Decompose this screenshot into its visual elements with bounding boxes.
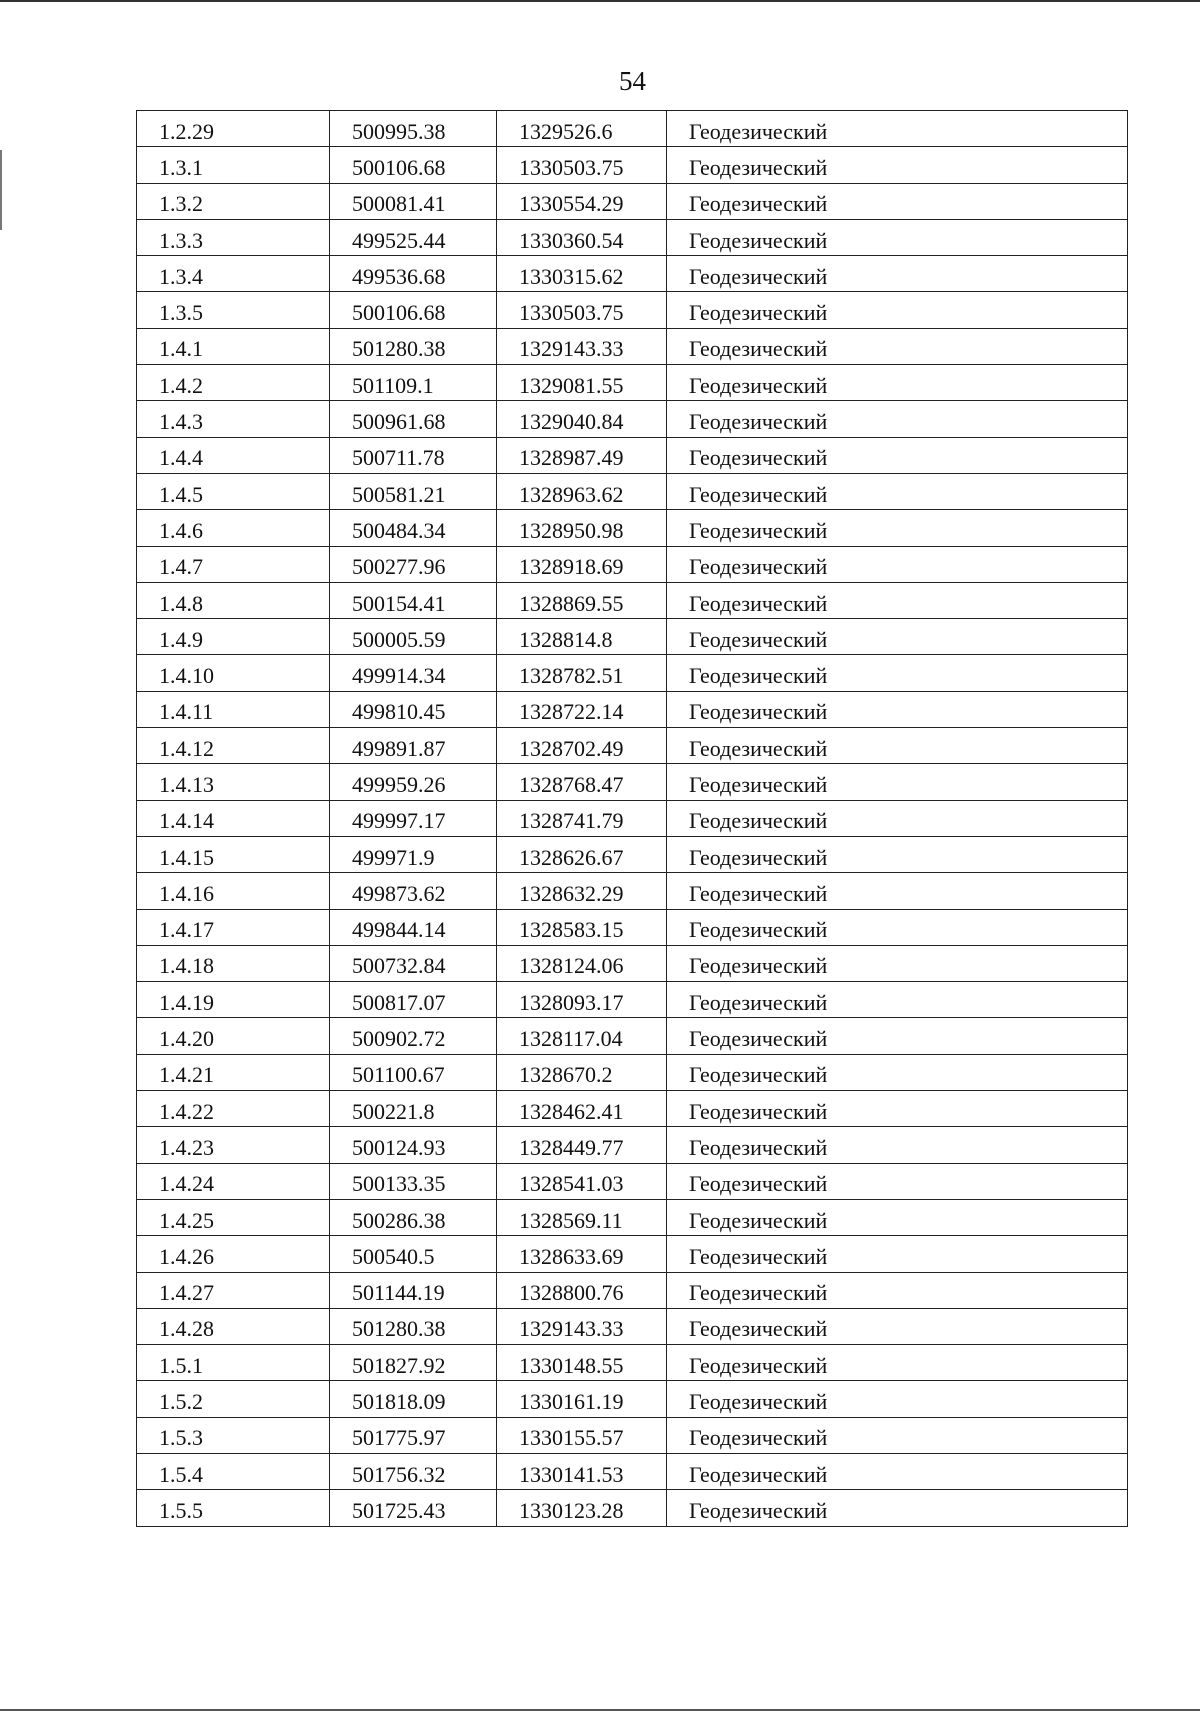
cell-coordinate-y: 1330503.75 <box>497 147 667 183</box>
table-row <box>137 328 1128 364</box>
cell-point-number: 1.3.5 <box>137 292 330 328</box>
table-row <box>137 945 1128 981</box>
cell-point-number: 1.4.26 <box>137 1236 330 1272</box>
cell-point-number: 1.5.3 <box>137 1417 330 1453</box>
table-row <box>137 582 1128 618</box>
cell-method: Геодезический <box>667 1236 1128 1272</box>
cell-method: Геодезический <box>667 1381 1128 1417</box>
cell-method: Геодезический <box>667 764 1128 800</box>
cell-coordinate-y: 1328987.49 <box>497 437 667 473</box>
cell-point-number: 1.4.25 <box>137 1199 330 1235</box>
table-row <box>137 256 1128 292</box>
cell-method: Геодезический <box>667 510 1128 546</box>
cell-coordinate-y: 1328569.11 <box>497 1199 667 1235</box>
cell-point-number: 1.5.2 <box>137 1381 330 1417</box>
table-row <box>137 1453 1128 1489</box>
cell-method: Геодезический <box>667 1091 1128 1127</box>
table-row <box>137 1381 1128 1417</box>
table-row <box>137 546 1128 582</box>
cell-point-number: 1.4.11 <box>137 691 330 727</box>
table-row <box>137 1345 1128 1381</box>
cell-coordinate-y: 1328462.41 <box>497 1091 667 1127</box>
cell-coordinate-y: 1328782.51 <box>497 655 667 691</box>
cell-coordinate-x: 500005.59 <box>330 619 497 655</box>
cell-coordinate-y: 1328093.17 <box>497 982 667 1018</box>
cell-method: Геодезический <box>667 836 1128 872</box>
cell-coordinate-x: 499525.44 <box>330 219 497 255</box>
cell-method: Геодезический <box>667 1453 1128 1489</box>
table-row <box>137 655 1128 691</box>
cell-coordinate-x: 500133.35 <box>330 1163 497 1199</box>
cell-coordinate-y: 1328633.69 <box>497 1236 667 1272</box>
table-row <box>137 147 1128 183</box>
cell-coordinate-y: 1328814.8 <box>497 619 667 655</box>
cell-point-number: 1.4.4 <box>137 437 330 473</box>
cell-coordinate-y: 1328702.49 <box>497 728 667 764</box>
cell-point-number: 1.4.13 <box>137 764 330 800</box>
cell-coordinate-x: 501144.19 <box>330 1272 497 1308</box>
cell-coordinate-y: 1329040.84 <box>497 401 667 437</box>
cell-coordinate-y: 1330141.53 <box>497 1453 667 1489</box>
cell-coordinate-y: 1328722.14 <box>497 691 667 727</box>
cell-coordinate-y: 1328741.79 <box>497 800 667 836</box>
cell-point-number: 1.5.4 <box>137 1453 330 1489</box>
cell-point-number: 1.3.1 <box>137 147 330 183</box>
table-row <box>137 836 1128 872</box>
cell-point-number: 1.4.23 <box>137 1127 330 1163</box>
cell-coordinate-x: 499536.68 <box>330 256 497 292</box>
cell-coordinate-x: 499844.14 <box>330 909 497 945</box>
cell-coordinate-y: 1328918.69 <box>497 546 667 582</box>
cell-coordinate-x: 501818.09 <box>330 1381 497 1417</box>
cell-coordinate-x: 501280.38 <box>330 328 497 364</box>
cell-coordinate-y: 1328768.47 <box>497 764 667 800</box>
table-row <box>137 111 1128 147</box>
table-row <box>137 1490 1128 1526</box>
table-row <box>137 800 1128 836</box>
cell-coordinate-x: 499873.62 <box>330 873 497 909</box>
cell-coordinate-x: 500106.68 <box>330 292 497 328</box>
cell-coordinate-x: 500540.5 <box>330 1236 497 1272</box>
cell-method: Геодезический <box>667 437 1128 473</box>
cell-coordinate-x: 499810.45 <box>330 691 497 727</box>
table-row <box>137 365 1128 401</box>
cell-coordinate-y: 1330554.29 <box>497 183 667 219</box>
cell-point-number: 1.4.20 <box>137 1018 330 1054</box>
cell-coordinate-y: 1330148.55 <box>497 1345 667 1381</box>
table-row <box>137 982 1128 1018</box>
cell-method: Геодезический <box>667 1018 1128 1054</box>
cell-method: Геодезический <box>667 619 1128 655</box>
table-row <box>137 1127 1128 1163</box>
cell-coordinate-x: 500961.68 <box>330 401 497 437</box>
cell-coordinate-y: 1328449.77 <box>497 1127 667 1163</box>
cell-method: Геодезический <box>667 728 1128 764</box>
cell-coordinate-x: 500817.07 <box>330 982 497 1018</box>
cell-method: Геодезический <box>667 1345 1128 1381</box>
cell-method: Геодезический <box>667 945 1128 981</box>
table-row <box>137 1236 1128 1272</box>
cell-method: Геодезический <box>667 691 1128 727</box>
cell-method: Геодезический <box>667 328 1128 364</box>
cell-coordinate-y: 1328670.2 <box>497 1054 667 1090</box>
cell-method: Геодезический <box>667 1417 1128 1453</box>
cell-coordinate-x: 499971.9 <box>330 836 497 872</box>
cell-coordinate-y: 1328124.06 <box>497 945 667 981</box>
table-row <box>137 764 1128 800</box>
cell-point-number: 1.4.27 <box>137 1272 330 1308</box>
cell-coordinate-x: 499891.87 <box>330 728 497 764</box>
cell-coordinate-x: 500902.72 <box>330 1018 497 1054</box>
cell-method: Геодезический <box>667 1272 1128 1308</box>
cell-method: Геодезический <box>667 582 1128 618</box>
table-row <box>137 437 1128 473</box>
cell-method: Геодезический <box>667 1199 1128 1235</box>
cell-method: Геодезический <box>667 982 1128 1018</box>
cell-coordinate-y: 1329081.55 <box>497 365 667 401</box>
cell-coordinate-y: 1328950.98 <box>497 510 667 546</box>
table-row <box>137 1091 1128 1127</box>
table-row <box>137 619 1128 655</box>
cell-point-number: 1.3.4 <box>137 256 330 292</box>
cell-coordinate-y: 1329526.6 <box>497 111 667 147</box>
cell-coordinate-y: 1329143.33 <box>497 328 667 364</box>
cell-method: Геодезический <box>667 1127 1128 1163</box>
cell-coordinate-x: 501775.97 <box>330 1417 497 1453</box>
cell-point-number: 1.4.5 <box>137 473 330 509</box>
cell-method: Геодезический <box>667 655 1128 691</box>
cell-method: Геодезический <box>667 256 1128 292</box>
table-row <box>137 909 1128 945</box>
cell-method: Геодезический <box>667 401 1128 437</box>
cell-coordinate-y: 1330360.54 <box>497 219 667 255</box>
cell-method: Геодезический <box>667 873 1128 909</box>
cell-coordinate-x: 500286.38 <box>330 1199 497 1235</box>
cell-method: Геодезический <box>667 147 1128 183</box>
cell-coordinate-x: 500732.84 <box>330 945 497 981</box>
table-row <box>137 292 1128 328</box>
cell-coordinate-y: 1328869.55 <box>497 582 667 618</box>
cell-coordinate-x: 500995.38 <box>330 111 497 147</box>
cell-coordinate-y: 1330503.75 <box>497 292 667 328</box>
cell-method: Геодезический <box>667 1163 1128 1199</box>
sheet-left-mark <box>0 150 2 230</box>
cell-point-number: 1.4.9 <box>137 619 330 655</box>
table-row <box>137 510 1128 546</box>
cell-coordinate-y: 1329143.33 <box>497 1308 667 1344</box>
cell-coordinate-x: 501756.32 <box>330 1453 497 1489</box>
cell-point-number: 1.4.28 <box>137 1308 330 1344</box>
table-row <box>137 183 1128 219</box>
cell-coordinate-y: 1328626.67 <box>497 836 667 872</box>
cell-coordinate-y: 1328583.15 <box>497 909 667 945</box>
cell-point-number: 1.4.17 <box>137 909 330 945</box>
cell-coordinate-y: 1328800.76 <box>497 1272 667 1308</box>
cell-coordinate-x: 501109.1 <box>330 365 497 401</box>
cell-coordinate-x: 500221.8 <box>330 1091 497 1127</box>
cell-point-number: 1.4.10 <box>137 655 330 691</box>
table-row <box>137 691 1128 727</box>
table-row <box>137 1199 1128 1235</box>
cell-coordinate-x: 500711.78 <box>330 437 497 473</box>
cell-coordinate-x: 500484.34 <box>330 510 497 546</box>
cell-method: Геодезический <box>667 183 1128 219</box>
table-row <box>137 1417 1128 1453</box>
cell-point-number: 1.3.3 <box>137 219 330 255</box>
cell-method: Геодезический <box>667 111 1128 147</box>
cell-method: Геодезический <box>667 909 1128 945</box>
cell-point-number: 1.4.18 <box>137 945 330 981</box>
cell-point-number: 1.4.21 <box>137 1054 330 1090</box>
cell-point-number: 1.4.24 <box>137 1163 330 1199</box>
cell-method: Геодезический <box>667 292 1128 328</box>
cell-method: Геодезический <box>667 1308 1128 1344</box>
cell-method: Геодезический <box>667 219 1128 255</box>
table-row <box>137 1308 1128 1344</box>
cell-coordinate-y: 1330315.62 <box>497 256 667 292</box>
cell-coordinate-x: 500581.21 <box>330 473 497 509</box>
cell-coordinate-y: 1328963.62 <box>497 473 667 509</box>
page-number: 54 <box>619 66 646 96</box>
cell-coordinate-x: 501280.38 <box>330 1308 497 1344</box>
cell-coordinate-y: 1330161.19 <box>497 1381 667 1417</box>
table-row <box>137 1163 1128 1199</box>
table-row <box>137 1054 1128 1090</box>
cell-coordinate-x: 499914.34 <box>330 655 497 691</box>
cell-point-number: 1.4.1 <box>137 328 330 364</box>
cell-coordinate-x: 501725.43 <box>330 1490 497 1526</box>
cell-coordinate-x: 500277.96 <box>330 546 497 582</box>
coordinates-table-body <box>137 111 1128 1527</box>
cell-coordinate-x: 500081.41 <box>330 183 497 219</box>
table-row <box>137 219 1128 255</box>
cell-method: Геодезический <box>667 473 1128 509</box>
cell-coordinate-x: 501100.67 <box>330 1054 497 1090</box>
table-row <box>137 1272 1128 1308</box>
table-row <box>137 473 1128 509</box>
cell-coordinate-y: 1328632.29 <box>497 873 667 909</box>
cell-method: Геодезический <box>667 1054 1128 1090</box>
cell-coordinate-x: 501827.92 <box>330 1345 497 1381</box>
cell-point-number: 1.4.12 <box>137 728 330 764</box>
cell-method: Геодезический <box>667 546 1128 582</box>
cell-point-number: 1.4.16 <box>137 873 330 909</box>
cell-point-number: 1.4.15 <box>137 836 330 872</box>
cell-point-number: 1.4.7 <box>137 546 330 582</box>
cell-point-number: 1.4.3 <box>137 401 330 437</box>
cell-method: Геодезический <box>667 800 1128 836</box>
table-row <box>137 401 1128 437</box>
table-row <box>137 728 1128 764</box>
cell-point-number: 1.4.19 <box>137 982 330 1018</box>
table-row <box>137 1018 1128 1054</box>
cell-coordinate-x: 500154.41 <box>330 582 497 618</box>
coordinates-table <box>136 110 1128 1527</box>
cell-point-number: 1.4.6 <box>137 510 330 546</box>
cell-method: Геодезический <box>667 1490 1128 1526</box>
cell-method: Геодезический <box>667 365 1128 401</box>
cell-coordinate-y: 1328541.03 <box>497 1163 667 1199</box>
cell-point-number: 1.3.2 <box>137 183 330 219</box>
cell-point-number: 1.4.8 <box>137 582 330 618</box>
cell-coordinate-y: 1330123.28 <box>497 1490 667 1526</box>
cell-point-number: 1.4.14 <box>137 800 330 836</box>
cell-point-number: 1.4.22 <box>137 1091 330 1127</box>
table-row <box>137 873 1128 909</box>
sheet-top-edge <box>0 0 1200 2</box>
cell-coordinate-y: 1328117.04 <box>497 1018 667 1054</box>
cell-coordinate-x: 500106.68 <box>330 147 497 183</box>
cell-coordinate-x: 499997.17 <box>330 800 497 836</box>
cell-coordinate-x: 499959.26 <box>330 764 497 800</box>
cell-coordinate-x: 500124.93 <box>330 1127 497 1163</box>
cell-point-number: 1.2.29 <box>137 111 330 147</box>
cell-point-number: 1.4.2 <box>137 365 330 401</box>
cell-point-number: 1.5.5 <box>137 1490 330 1526</box>
cell-coordinate-y: 1330155.57 <box>497 1417 667 1453</box>
cell-point-number: 1.5.1 <box>137 1345 330 1381</box>
